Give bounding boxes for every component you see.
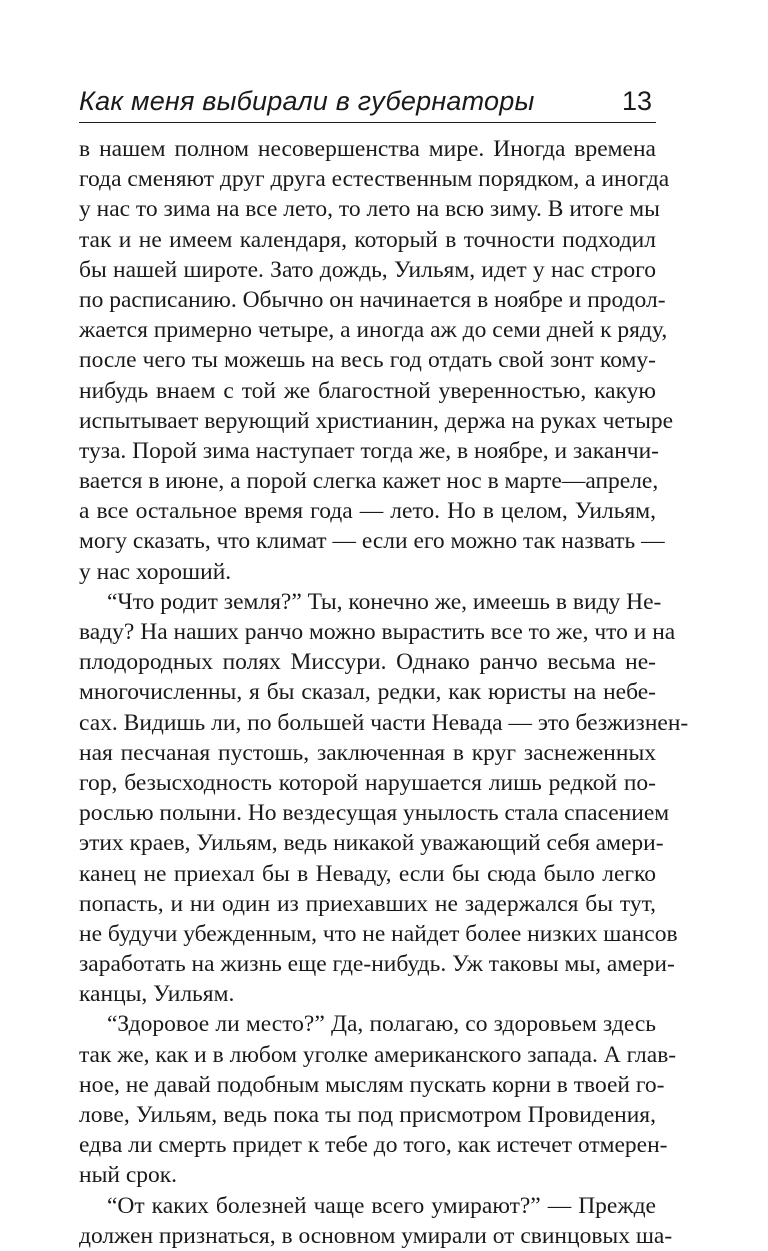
- text-line: ный срок.: [79, 1162, 178, 1189]
- text-line: этих краев, Уильям, ведь никакой уважающий себя амери-: [79, 830, 664, 857]
- text-line: ное, не давай подобным мыслям пускать корни в твоей го-: [79, 1071, 665, 1098]
- text-line: а все остальное время года — лето. Но в целом, Уильям,: [79, 498, 656, 525]
- text-line: так же, как и в любом уголке американского запада. А глав-: [79, 1041, 677, 1068]
- page-number: 13: [621, 86, 652, 116]
- text-line: рослью полыни. Но вездесущая унылость стала спасением: [79, 800, 670, 827]
- text-line: по расписанию. Обычно он начинается в ноябре и продол-: [79, 286, 666, 313]
- text-line: лове, Уильям, ведь пока ты под присмотром Провидения,: [79, 1102, 656, 1128]
- text-line: гор, безысходность которой нарушается лишь редкой по-: [79, 769, 656, 796]
- text-line: “От каких болезней чаще всего умирают?” — Прежде: [107, 1192, 656, 1219]
- text-line: в нашем полном несовершенства мире. Иногда времена: [79, 136, 656, 162]
- text-line: плодородных полях Миссури. Однако ранчо весьма не-: [79, 649, 656, 676]
- text-line: не будучи убежденным, что не найдет более низких шансов: [79, 920, 678, 947]
- text-line: туза. Порой зима наступает тогда же, в ноябре, и заканчи-: [79, 437, 659, 464]
- text-line: заработать на жизнь еще где-нибудь. Уж таковы мы, амери-: [79, 951, 675, 978]
- page-header: [79, 78, 656, 123]
- text-line: нибудь внаем с той же благостной уверенностью, какую: [79, 377, 656, 404]
- text-line: года сменяют друг друга естественным порядком, а иногда: [79, 166, 670, 193]
- text-line: так и не имеем календаря, который в точности подходил: [79, 226, 656, 253]
- text-line: у нас то зима на все лето, то лето на всю зиму. В итоге мы: [79, 196, 660, 223]
- text-line: должен признаться, в основном умирали от свинцовых ша-: [79, 1222, 673, 1249]
- text-line: многочисленны, я бы сказал, редки, как юристы на небе-: [79, 679, 656, 706]
- text-line: канец не приехал бы в Неваду, если бы сюда было легко: [79, 860, 656, 887]
- text-line: испытывает верующий христианин, держа на руках четыре: [79, 407, 674, 434]
- text-line: бы нашей широте. Зато дождь, Уильям, идет у нас строго: [79, 256, 656, 283]
- text-line: вается в июне, а порой слегка кажет нос в марте—апреле,: [79, 468, 659, 495]
- text-line: у нас хороший.: [79, 558, 232, 585]
- body-text: [79, 134, 689, 1251]
- text-line: сах. Видишь ли, по большей части Невада — это безжизнен-: [79, 709, 689, 736]
- text-line: “Здоровое ли место?” Да, полагаю, со здоровьем здесь: [107, 1011, 656, 1038]
- text-line: “Что родит земля?” Ты, конечно же, имеешь в виду Не-: [107, 588, 662, 615]
- text-line: канцы, Уильям.: [79, 981, 235, 1008]
- text-line: жается примерно четыре, а иногда аж до семи дней к ряду,: [79, 317, 668, 344]
- text-line: ная песчаная пустошь, заключенная в круг заснеженных: [79, 739, 656, 766]
- text-line: могу сказать, что климат — если его можно так назвать —: [79, 528, 665, 555]
- text-line: попасть, и ни один из приехавших не задержался бы тут,: [79, 890, 656, 917]
- text-line: ваду? На наших ранчо можно вырастить все то же, что и на: [79, 619, 676, 645]
- text-line: после чего ты можешь на весь год отдать свой зонт кому-: [79, 347, 656, 374]
- running-title: Как меня выбирали в губернаторы: [79, 86, 535, 116]
- text-line: едва ли смерть придет к тебе до того, как истечет отмерен-: [79, 1132, 668, 1159]
